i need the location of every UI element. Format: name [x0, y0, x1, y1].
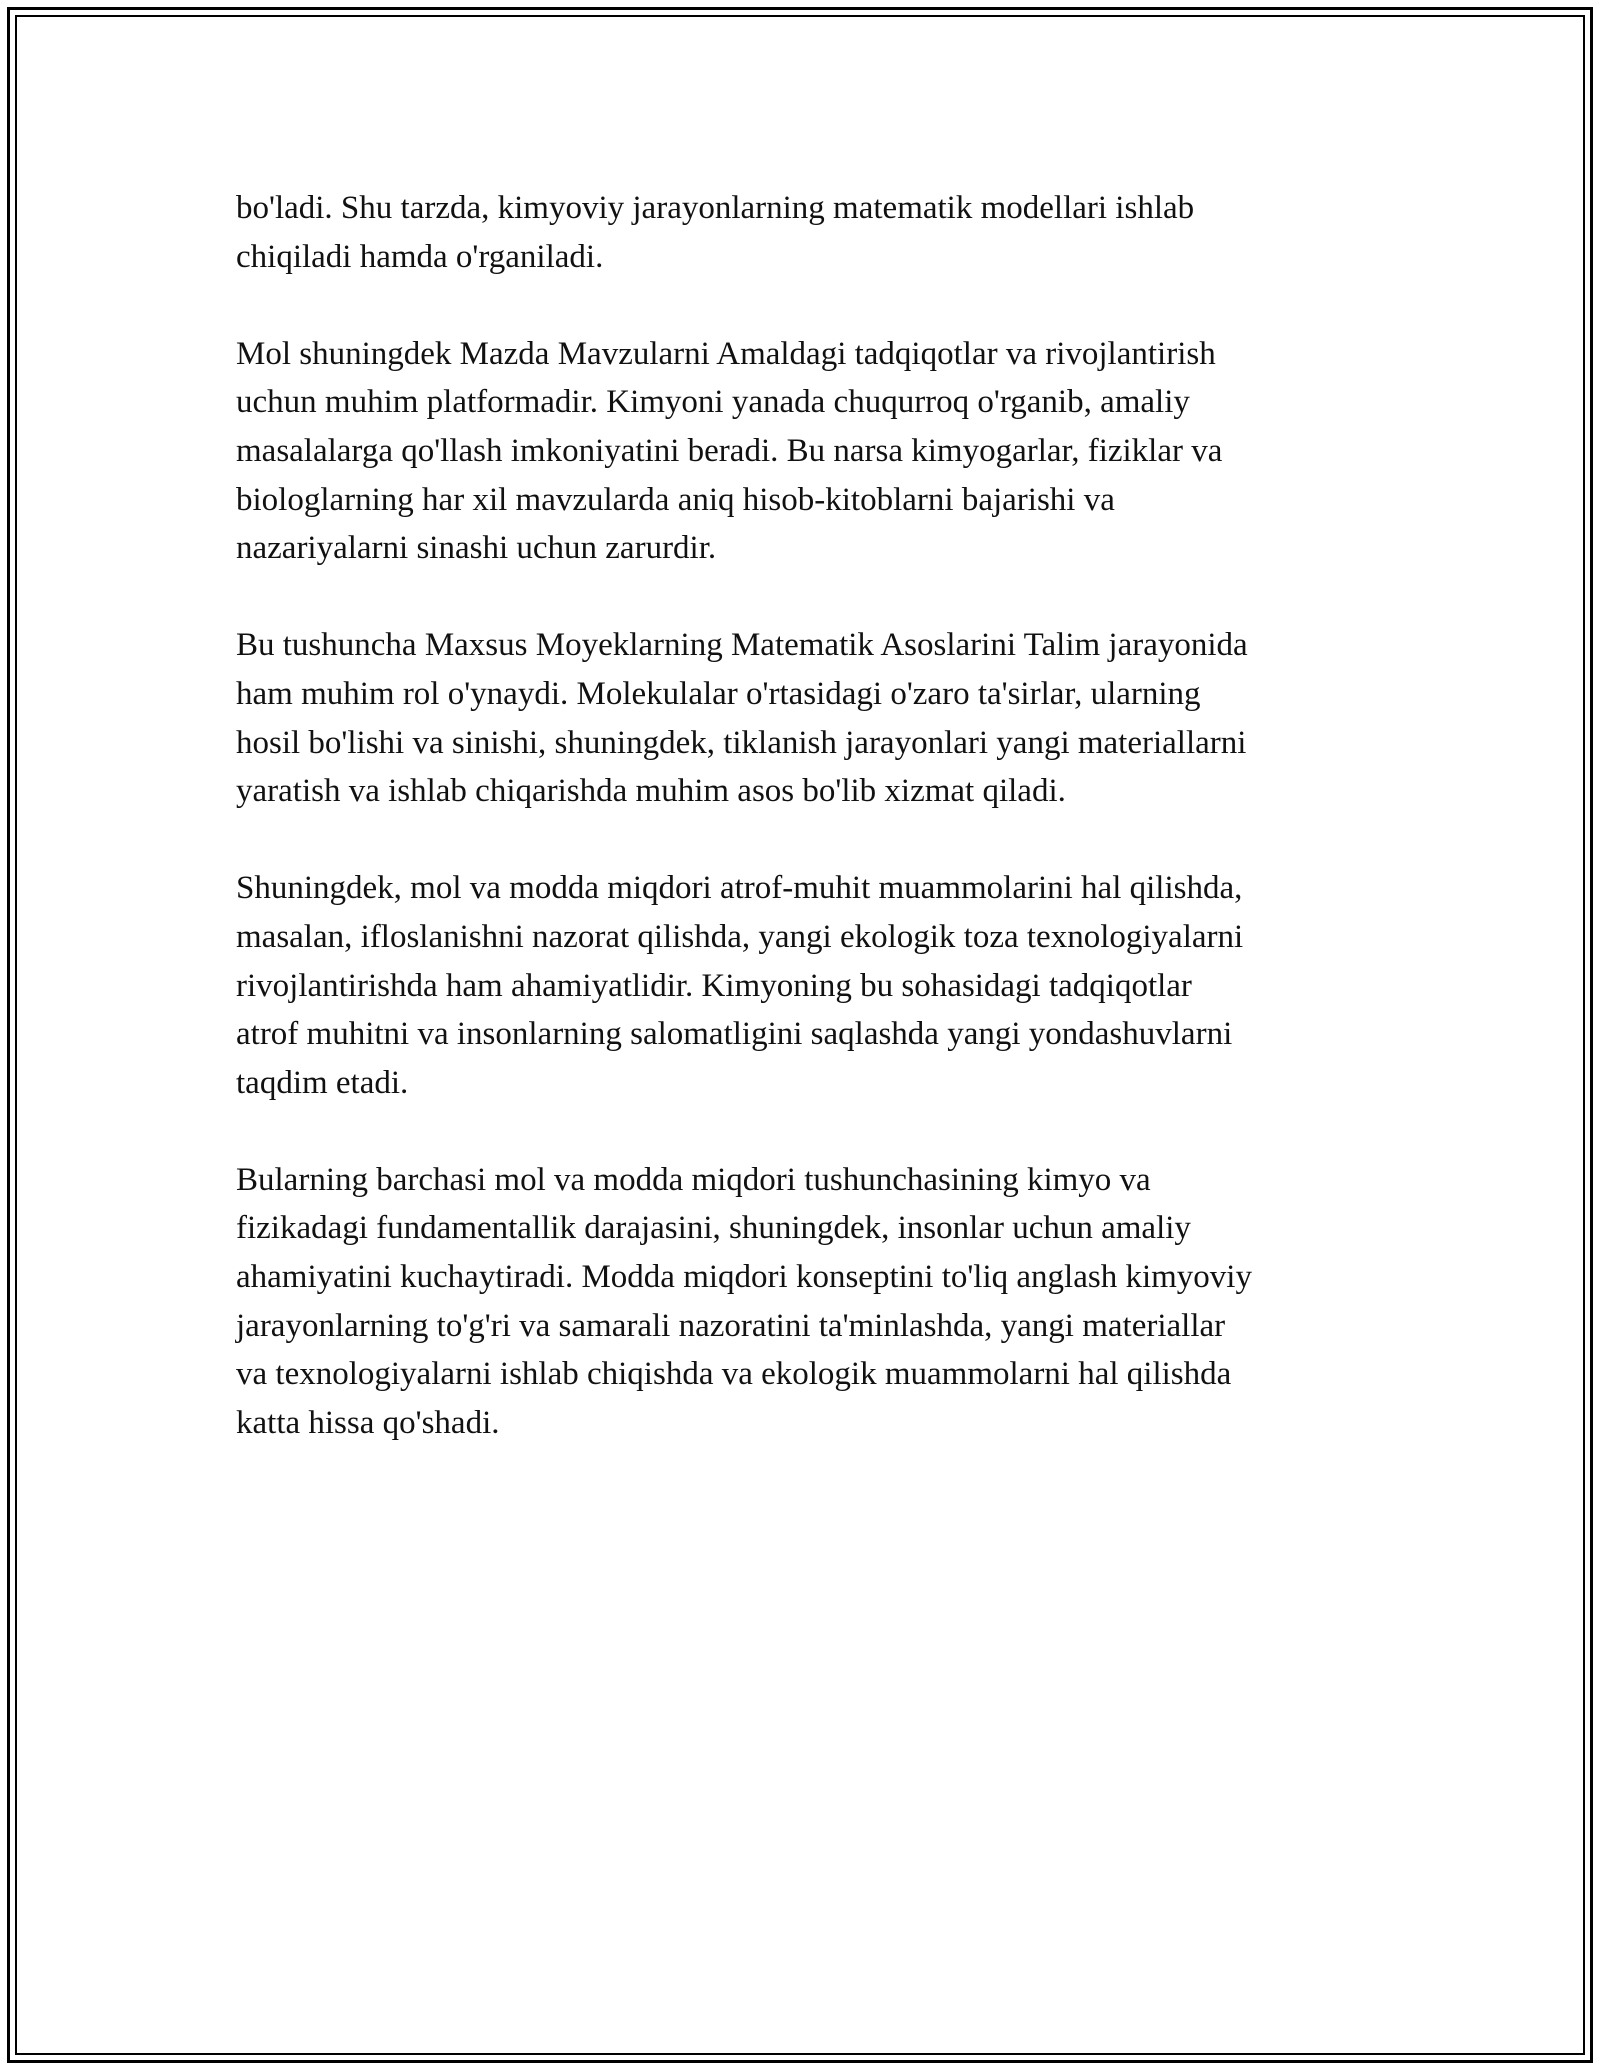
paragraph-line: rivojlantirishda ham ahamiyatlidir. Kimyoning bu sohasidagi tadqiqotlar	[236, 967, 1192, 1004]
paragraph-line: chiqiladi hamda o'rganiladi.	[236, 238, 604, 275]
paragraph-line: jarayonlarning to'g'ri va samarali nazoratini ta'minlashda, yangi materiallar	[236, 1307, 1226, 1344]
paragraph-line: masalalarga qo'llash imkoniyatini beradi. Bu narsa kimyogarlar, fiziklar va	[236, 432, 1223, 469]
paragraph-3	[236, 621, 1386, 815]
paragraph-line: va texnologiyalarni ishlab chiqishda va ekologik muammolarni hal qilishda	[236, 1356, 1232, 1393]
paragraph-line: yaratish va ishlab chiqarishda muhim asos bo'lib xizmat qiladi.	[236, 773, 1066, 810]
paragraph-line: masalan, ifloslanishni nazorat qilishda, yangi ekologik toza texnologiyalarni	[236, 918, 1244, 955]
paragraph-line: atrof muhitni va insonlarning salomatligini saqlashda yangi yondashuvlarni	[236, 1016, 1233, 1053]
paragraph-line: uchun muhim platformadir. Kimyoni yanada chuqurroq o'rganib, amaliy	[236, 384, 1190, 421]
paragraph-line: Mol shuningdek Mazda Mavzularni Amaldagi tadqiqotlar va rivojlantirish	[236, 335, 1216, 372]
paragraph-line: ahamiyatini kuchaytiradi. Modda miqdori konseptini to'liq anglash kimyoviy	[236, 1259, 1252, 1296]
paragraph-2	[236, 330, 1386, 573]
paragraph-line: ham muhim rol o'ynaydi. Molekulalar o'rtasidagi o'zaro ta'sirlar, ularning	[236, 675, 1201, 712]
paragraph-line: biologlarning har xil mavzularda aniq hisob-kitoblarni bajarishi va	[236, 481, 1115, 518]
paragraph-line: Bu tushuncha Maxsus Moyeklarning Matematik Asoslarini Talim jarayonida	[236, 627, 1248, 664]
paragraph-line: Shuningdek, mol va modda miqdori atrof-muhit muammolarini hal qilishda,	[236, 870, 1243, 907]
document-body	[236, 184, 1386, 1447]
paragraph-4	[236, 864, 1386, 1107]
paragraph-line: hosil bo'lishi va sinishi, shuningdek, tiklanish jarayonlari yangi materiallarni	[236, 724, 1247, 761]
paragraph-1	[236, 184, 1386, 281]
paragraph-line: nazariyalarni sinashi uchun zarurdir.	[236, 530, 717, 567]
paragraph-5	[236, 1156, 1386, 1448]
paragraph-line: bo'ladi. Shu tarzda, kimyoviy jarayonlarning matematik modellari ishlab	[236, 190, 1195, 226]
paragraph-line: fizikadagi fundamentallik darajasini, shuningdek, insonlar uchun amaliy	[236, 1210, 1191, 1247]
paragraph-line: taqdim etadi.	[236, 1064, 409, 1101]
paragraph-line: katta hissa qo'shadi.	[236, 1404, 500, 1441]
paragraph-line: Bularning barchasi mol va modda miqdori tushunchasining kimyo va	[236, 1161, 1151, 1198]
